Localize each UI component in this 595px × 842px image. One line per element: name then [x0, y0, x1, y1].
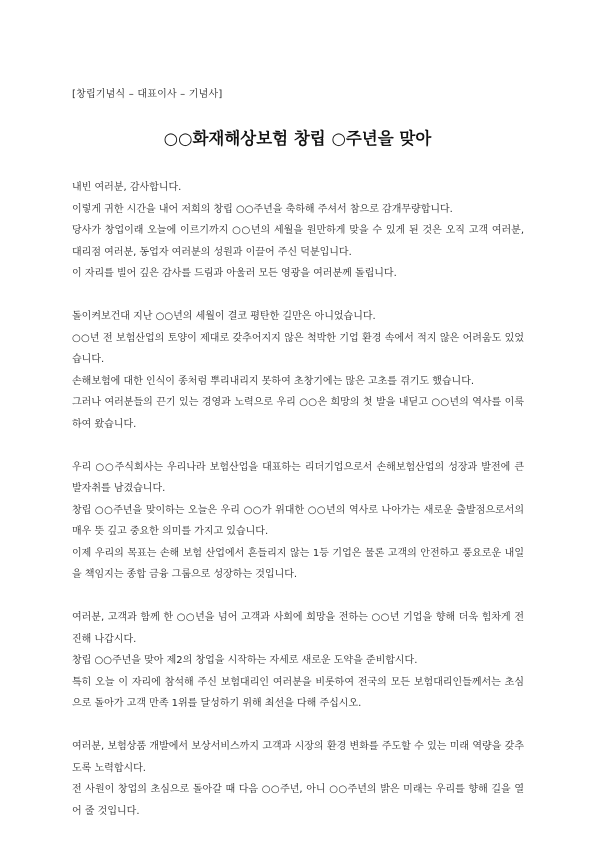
body-line: 당사가 창업이래 오늘에 이르기까지 ○○년의 세월을 원만하게 맞을 수 있게 된 것은 오직 고객 여러분, 대리점 여러분, 동업자 여러분의 성원과 이끌어 주신 덕분입니다. — [72, 225, 524, 258]
body-line: 우리 ○○주식회사는 우리나라 보험산업을 대표하는 리더기업으로서 손해보험산업의 성장과 발전에 큰 발자취를 남겼습니다. — [72, 461, 524, 494]
body-line: 이렇게 귀한 시간을 내어 저희의 창립 ○○주년을 축하해 주셔서 참으로 감개무량합니다. — [72, 203, 453, 215]
body-line: ○○년 전 보험산업의 토양이 제대로 갖추어지지 않은 척박한 기업 환경 속에서 적지 않은 어려움도 있었습니다. — [72, 332, 524, 365]
body-line: 창립 ○○주년을 맞아 제2의 창업을 시작하는 자세로 새로운 도약을 준비합시다. — [72, 655, 418, 666]
paragraph-closing — [72, 736, 524, 822]
paragraph-call-to-action — [72, 607, 524, 715]
body-line: 전 사원이 창업의 초심으로 돌아갈 때 다음 ○○주년, 아니 ○○주년의 밝은 미래는 우리를 향해 길을 열어 줄 것입니다. — [72, 784, 524, 817]
body-line: 돌이켜보건대 지난 ○○년의 세월이 결코 평탄한 길만은 아니었습니다. — [72, 311, 376, 322]
paragraph-vision — [72, 457, 524, 586]
body-line: 이 자리를 빌어 깊은 감사를 드림과 아울러 모든 영광을 여러분께 돌립니다. — [72, 268, 397, 279]
body-line: 이제 우리의 목표는 손해 보험 산업에서 흔들리지 않는 1등 기업은 물론 고객의 안전하고 풍요로운 내일을 책임지는 종합 금융 그룹으로 성장하는 것입니다. — [72, 547, 524, 580]
paragraph-history — [72, 306, 524, 435]
body-line: 여러분, 보험상품 개발에서 보상서비스까지 고객과 시장의 환경 변화를 주도할 수 있는 미래 역량을 갖추도록 노력합시다. — [72, 741, 524, 774]
document-category: [창립기념식 – 대표이사 – 기념사] — [72, 89, 223, 100]
document-title: ○○화재해상보험 창립 ○주년을 맞아 — [163, 129, 432, 148]
body-line: 내빈 여러분, 감사합니다. — [72, 182, 182, 193]
document-body — [72, 177, 524, 822]
body-line: 창립 ○○주년을 맞이하는 오늘은 우리 ○○가 위대한 ○○년의 역사로 나아가는 새로운 출발점으로서의 매우 뜻 깊고 중요한 의미를 가지고 있습니다. — [72, 504, 524, 537]
body-line: 여러분, 고객과 함께 한 ○○년을 넘어 고객과 사회에 희망을 전하는 ○○년 기업을 향해 더욱 힘차게 전진해 나갑시다. — [72, 612, 524, 645]
paragraph-greeting — [72, 177, 524, 285]
body-line: 손해보험에 대한 인식이 종처럼 뿌리내리지 못하여 초창기에는 많은 고초를 겪기도 했습니다. — [72, 375, 475, 387]
body-line: 그러나 여러분들의 끈기 있는 경영과 노력으로 우리 ○○은 희망의 첫 발을 내딛고 ○○년의 역사를 이룩하여 왔습니다. — [72, 397, 524, 430]
body-line: 특히 오늘 이 자리에 참석해 주신 보험대리인 여러분을 비롯하여 전국의 모든 보험대리인들께서는 초심으로 돌아가 고객 만족 1위를 달성하기 위해 최선을 다해 주십시오. — [72, 676, 524, 709]
